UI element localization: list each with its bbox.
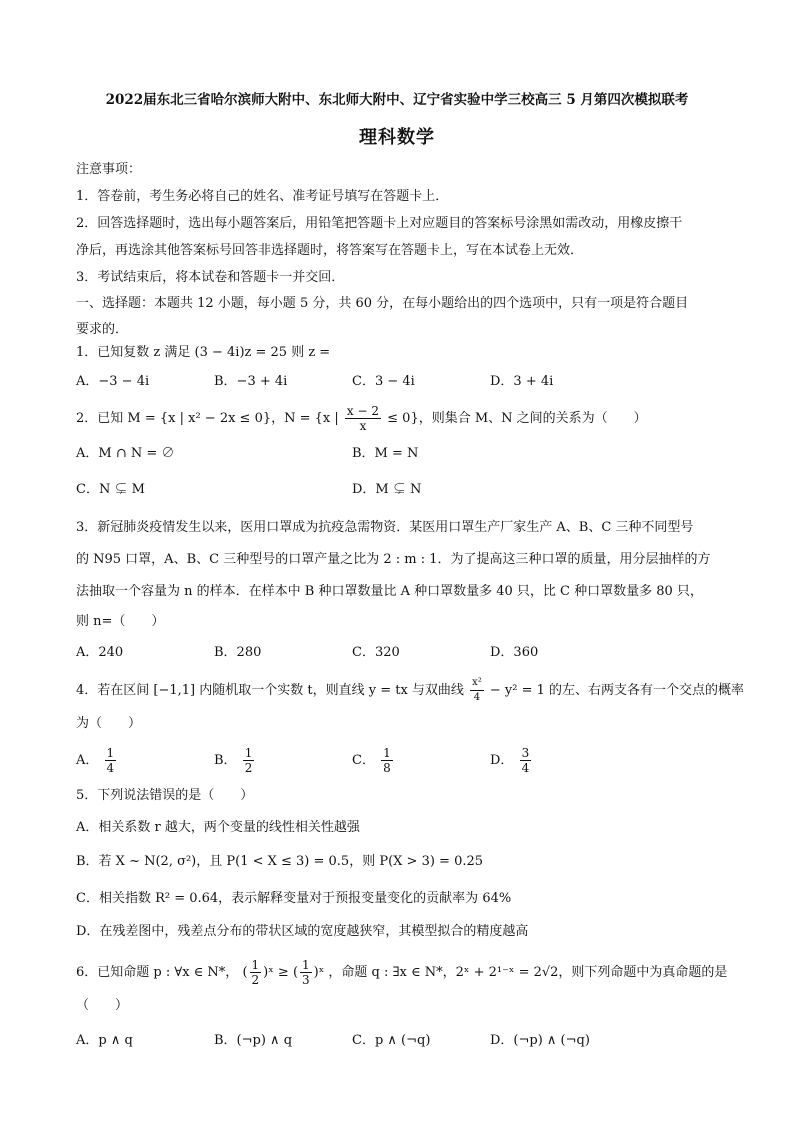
question-2-stem [76, 404, 726, 433]
option-fraction [520, 746, 532, 775]
section-heading-cont: 要求的． [76, 322, 129, 337]
q2-stem-part: 2．已知 M = {x | x² − 2x ≤ 0}，N = {x | [76, 411, 339, 426]
q4-option-d [490, 746, 533, 775]
q6-option-a: A．p ∧ q [76, 1033, 133, 1048]
q6-option-b: B．(¬p) ∧ q [214, 1033, 293, 1048]
q6-relation: ≥ [277, 965, 289, 980]
fraction-numerator: 3 [521, 746, 530, 760]
q1-option-b: B．−3 + 4i [214, 374, 288, 389]
notice-item: 2．回答选择题时，选出每小题答案后，用铅笔把答题卡上对应题目的答案标号涂黑如需改动，用橡皮擦干 [76, 216, 683, 231]
paren-open: ( [242, 965, 248, 980]
question-4-stem [76, 676, 745, 705]
option-label: C． [352, 753, 375, 768]
fraction-numerator: 1 [302, 958, 310, 972]
q1-option-c: C．3 − 4i [352, 374, 415, 389]
q1-option-d: D．3 + 4i [490, 374, 554, 389]
q2-option-c: C．N ⊊ M [76, 482, 145, 497]
fraction-numerator: 1 [244, 746, 253, 760]
q2-option-d: D．M ⊊ N [352, 482, 422, 497]
fraction-denominator: 4 [521, 761, 530, 775]
notice-item: 3．考试结束后，将本试卷和答题卡一并交回． [76, 270, 345, 285]
q6-stem-part: ，命题 q : ∃x ∈ N*，2ˣ + 2¹⁻ˣ = 2√2，则下列命题中为真命题的是 [328, 965, 728, 980]
q2-option-b: B．M = N [352, 446, 419, 461]
q4-option-c [352, 746, 395, 775]
option-label: D． [490, 753, 514, 768]
q5-option-c: C．相关指数 R² = 0.64，表示解释变量对于预报变量变化的贡献率为 64% [76, 891, 512, 906]
q4-stem-part: 4．若在区间 [−1,1] 内随机取一个实数 t，则直线 y = tx 与双曲线 [76, 683, 464, 698]
paren-close: )ˣ [313, 965, 325, 980]
q5-option-b: B．若 X ~ N(2, σ²)，且 P(1 < X ≤ 3) = 0.5，则 P(X > 3) = 0.25 [76, 854, 484, 869]
paren-close: )ˣ [263, 965, 274, 980]
fraction-denominator: x [359, 419, 367, 433]
q5-option-a: A．相关系数 r 越大，两个变量的线性相关性越强 [76, 820, 360, 835]
fraction-denominator: 8 [383, 761, 391, 775]
q4-fraction [470, 676, 484, 705]
option-fraction [243, 746, 255, 775]
option-label: A． [76, 753, 99, 768]
paren-open: ( [292, 965, 299, 980]
q2-fraction [345, 404, 381, 433]
q6-fraction-third [300, 958, 312, 987]
q3-option-a: A．240 [76, 645, 124, 660]
q4-option-b [214, 746, 256, 775]
q4-stem-part: − y² = 1 的左、右两支各有一个交点的概率 [489, 683, 745, 698]
question-3-line: 则 n=（ ） [76, 614, 165, 629]
question-3-line: 的 N95 口罩，A、B、C 三种型号的口罩产量之比为 2 : m : 1．为了提高这三种口罩的质量，用分层抽样的方 [76, 552, 711, 567]
option-label: B． [214, 753, 237, 768]
q1-option-a: A．−3 − 4i [76, 374, 150, 389]
exam-title: 理科数学 [359, 127, 435, 148]
fraction-numerator: 1 [106, 746, 115, 760]
q3-option-c: C．320 [352, 645, 400, 660]
question-6-stem-cont: （ ） [76, 998, 129, 1013]
q3-option-b: B．280 [214, 645, 262, 660]
question-6-stem [76, 958, 726, 987]
fraction-denominator: 4 [106, 761, 115, 775]
question-5-stem: 5．下列说法错误的是（ ） [76, 788, 254, 803]
question-3-line: 法抽取一个容量为 n 的样本．在样本中 B 种口罩数量比 A 种口罩数量多 40 只，比 C 种口罩数量多 80 只， [76, 584, 703, 599]
option-fraction [105, 746, 117, 775]
fraction-denominator: 3 [302, 973, 310, 987]
notice-item: 1．答卷前，考生务必将自己的姓名、准考证号填写在答题卡上． [76, 189, 449, 204]
fraction-denominator: 4 [473, 692, 481, 703]
q6-option-c: C．p ∧ (¬q) [352, 1033, 431, 1048]
question-4-stem-cont: 为（ ） [76, 716, 142, 731]
q6-fraction-half [250, 958, 262, 987]
fraction-numerator: 1 [251, 958, 260, 972]
q2-stem-part: ≤ 0}，则集合 M、N 之间的关系为（ ） [387, 411, 647, 426]
fraction-numerator: x − 2 [346, 404, 380, 418]
exam-header: 2022届东北三省哈尔滨师大附中、东北师大附中、辽宁省实验中学三校高三 5 月第四次模拟联考 [105, 92, 689, 108]
question-3-line: 3．新冠肺炎疫情发生以来，医用口罩成为抗疫急需物资．某医用口罩生产厂家生产 A、B、C 三种不同型号 [76, 520, 694, 535]
fraction-numerator: x² [470, 676, 484, 691]
q3-option-d: D．360 [490, 645, 539, 660]
question-1-stem: 1．已知复数 z 满足 (3 − 4i)z = 25 则 z = [76, 345, 331, 360]
option-fraction [381, 746, 393, 775]
notice-heading: 注意事项： [76, 162, 142, 177]
q6-stem-part: 6．已知命题 p : ∀x ∈ N*， [76, 965, 239, 980]
notice-item: 净后，再选涂其他答案标号回答非选择题时，将答案写在答题卡上，写在本试卷上无效． [76, 243, 584, 258]
q6-option-d: D．(¬p) ∧ (¬q) [490, 1033, 590, 1048]
fraction-denominator: 2 [251, 973, 260, 987]
q2-option-a: A．M ∩ N = ∅ [76, 446, 175, 461]
q4-option-a [76, 746, 118, 775]
q5-option-d: D．在残差图中，残差点分布的带状区域的宽度越狭窄，其模型拟合的精度越高 [76, 924, 529, 939]
fraction-denominator: 2 [244, 761, 253, 775]
section-heading: 一、选择题：本题共 12 小题，每小题 5 分，共 60 分，在每小题给出的四个选项中，只有一项是符合题目 [76, 296, 689, 311]
fraction-numerator: 1 [383, 746, 391, 760]
